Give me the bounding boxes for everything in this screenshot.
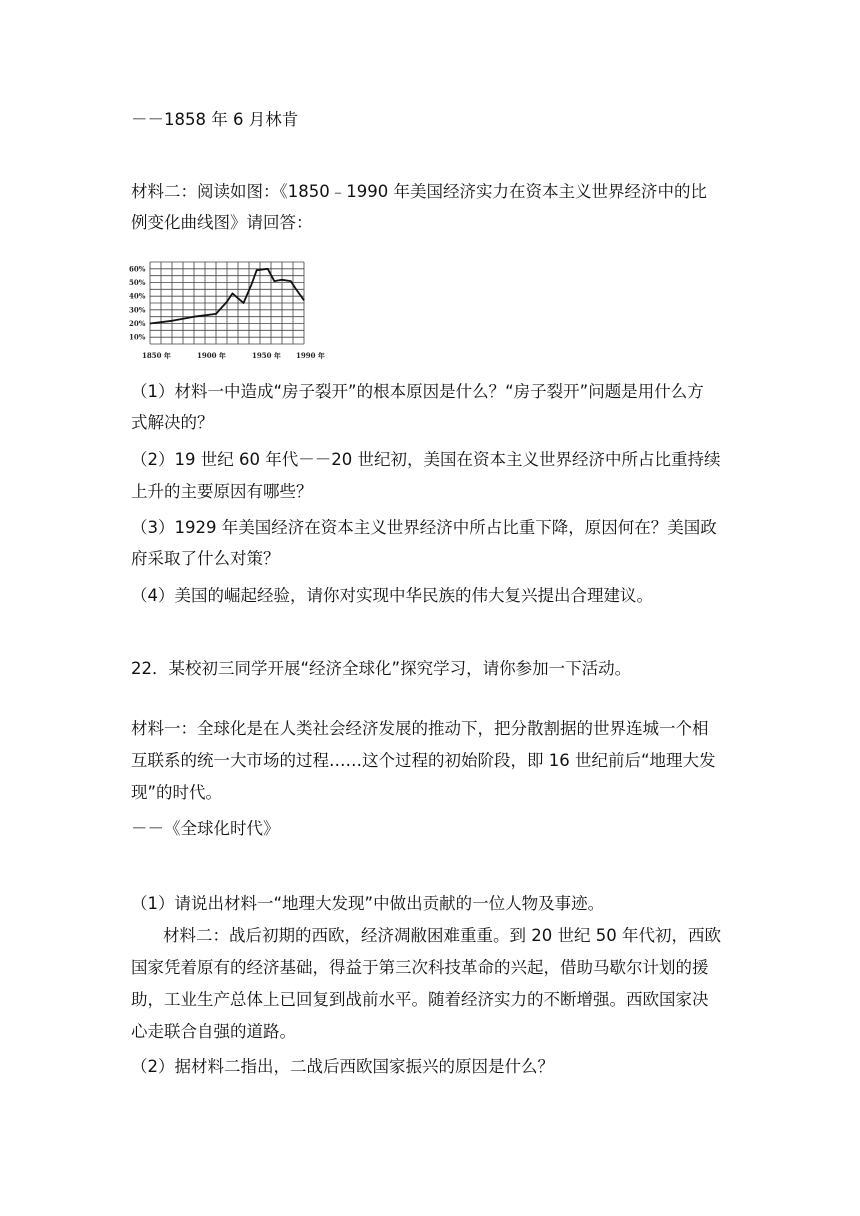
y-tick-label: 60% (129, 264, 146, 274)
question-3-line-1: （3）1929 年美国经济在资本主义世界经济中所占比重下降，原因何在？美国政 (131, 518, 717, 537)
sub-question-2: （2）据材料二指出，二战后西欧国家振兴的原因是什么？ (131, 1057, 554, 1076)
y-tick-label: 40% (129, 291, 146, 301)
question-2-line-2: 上升的主要原因有哪些？ (131, 482, 313, 501)
question-2-line-1: （2）19 世纪 60 年代－－20 世纪初，美国在资本主义世界经济中所占比重持续 (131, 450, 721, 469)
x-tick-label: 1950 年 (252, 351, 281, 360)
y-tick-label: 10% (129, 332, 146, 342)
y-tick-label: 20% (129, 319, 146, 328)
material2-intro-line-2: 例变化曲线图》请回答： (131, 213, 313, 232)
y-tick-label: 50% (129, 278, 146, 287)
material2-line-2: 国家凭着原有的经济基础，得益于第三次科技革命的兴起，借助马歇尔计划的援 (131, 958, 709, 977)
us-economy-share-chart (128, 258, 325, 364)
x-tick-label: 1850 年 (142, 351, 171, 360)
material2-line-3: 助，工业生产总体上已回复到战前水平。随着经济实力的不断增强。西欧国家决 (131, 990, 709, 1009)
question-4: （4）美国的崛起经验，请你对实现中华民族的伟大复兴提出合理建议。 (131, 586, 653, 605)
y-tick-label: 30% (129, 305, 146, 315)
question-1-line-1: （1）材料一中造成“房子裂开”的根本原因是什么？“房子裂开”问题是用什么方 (131, 382, 704, 401)
material1-source: －－《全球化时代》 (131, 819, 280, 838)
sub-question-1: （1）请说出材料一“地理大发现”中做出贡献的一位人物及事迹。 (131, 894, 605, 913)
question-3-line-2: 府采取了什么对策？ (131, 549, 280, 568)
question-1-line-2: 式解决的？ (131, 413, 214, 432)
attribution-lincoln: －－1858 年 6 月林肯 (131, 110, 299, 129)
material2-line-1: 材料二：战后初期的西欧，经济凋敝困难重重。到 20 世纪 50 年代初，西欧 (163, 926, 721, 945)
material1-line-3: 现”的时代。 (131, 783, 223, 802)
x-tick-label: 1900 年 (197, 351, 226, 360)
x-tick-label: 1990 年 (296, 351, 325, 360)
material2-intro-line-1: 材料二：阅读如图：《1850﹣1990 年美国经济实力在资本主义世界经济中的比 (131, 182, 707, 201)
question-22-heading: 22．某校初三同学开展“经济全球化”探究学习，请你参加一下活动。 (131, 659, 632, 678)
material1-line-2: 互联系的统一大市场的过程……这个过程的初始阶段，即 16 世纪前后“地理大发 (131, 751, 716, 770)
material2-line-4: 心走联合自强的道路。 (131, 1022, 296, 1041)
material1-line-1: 材料一：全球化是在人类社会经济发展的推动下，把分散割据的世界连城一个相 (131, 719, 709, 738)
